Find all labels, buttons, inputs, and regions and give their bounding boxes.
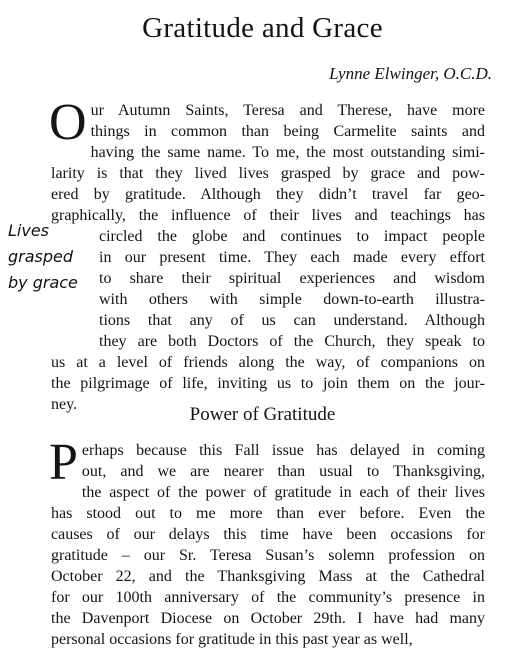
text-line: personal occasions for gratitude in this past year as well, [51,631,413,648]
section-subheading: Power of Gratitude [189,404,336,425]
text-line: larity is that they lived lives grasped by grace and pow- [51,165,485,182]
text-line: with others with simple down-to-earth illustra- [99,291,485,308]
text-line: having the same name. To me, the most outstanding simi- [90,144,485,161]
text-line: the pilgrimage of life, inviting us to join them on the jour- [51,375,485,392]
text-line: for our 100th anniversary of the community’s presence in [51,589,485,606]
paragraph-1 [49,94,485,415]
text-line: to share their spiritual experiences and wisdom [99,270,485,287]
text-line: erhaps because this Fall issue has delayed in coming [81,442,485,459]
drop-cap: O [49,94,87,151]
text-line: graphically, the influence of their lives and teachings has [51,207,485,224]
text-line: tions that any of us can understand. Although [99,312,485,329]
text-line: has stood out to me more than ever before. Even the [51,505,485,522]
text-line: circled the globe and continues to impact people [99,228,485,245]
text-line: us at a level of friends along the way, of companions on [51,354,485,371]
drop-cap: P [49,434,78,491]
sidenote-line: grasped [8,247,74,266]
sidenote-line: by grace [8,273,78,292]
text-line: they are both Doctors of the Church, they speak to [99,333,485,350]
sidenote-line: Lives [8,221,50,240]
text-line: the aspect of the power of gratitude in each of their lives [81,484,485,501]
text-line: ney. [51,396,78,413]
text-line: the Davenport Diocese on October 29th. I have had many [51,610,485,627]
text-line: things in common than being Carmelite saints and [90,123,485,140]
text-line: causes of our delays this time have been occasions for [51,526,485,543]
author-byline: Lynne Elwinger, O.C.D. [329,64,492,83]
text-line: ur Autumn Saints, Teresa and Therese, have more [90,102,485,119]
article-title: Gratitude and Grace [142,12,383,44]
text-line: October 22, and the Thanksgiving Mass at the Cathedral [51,568,485,585]
text-line: in our present time. They each made every effort [99,249,485,266]
text-line: gratitude – our Sr. Teresa Susan’s solemn profession on [51,547,485,564]
text-line: out, and we are nearer than usual to Thanksgiving, [81,463,485,480]
paragraph-2 [49,434,485,650]
text-line: ered by gratitude. Although they didn’t travel far geo- [51,186,485,203]
